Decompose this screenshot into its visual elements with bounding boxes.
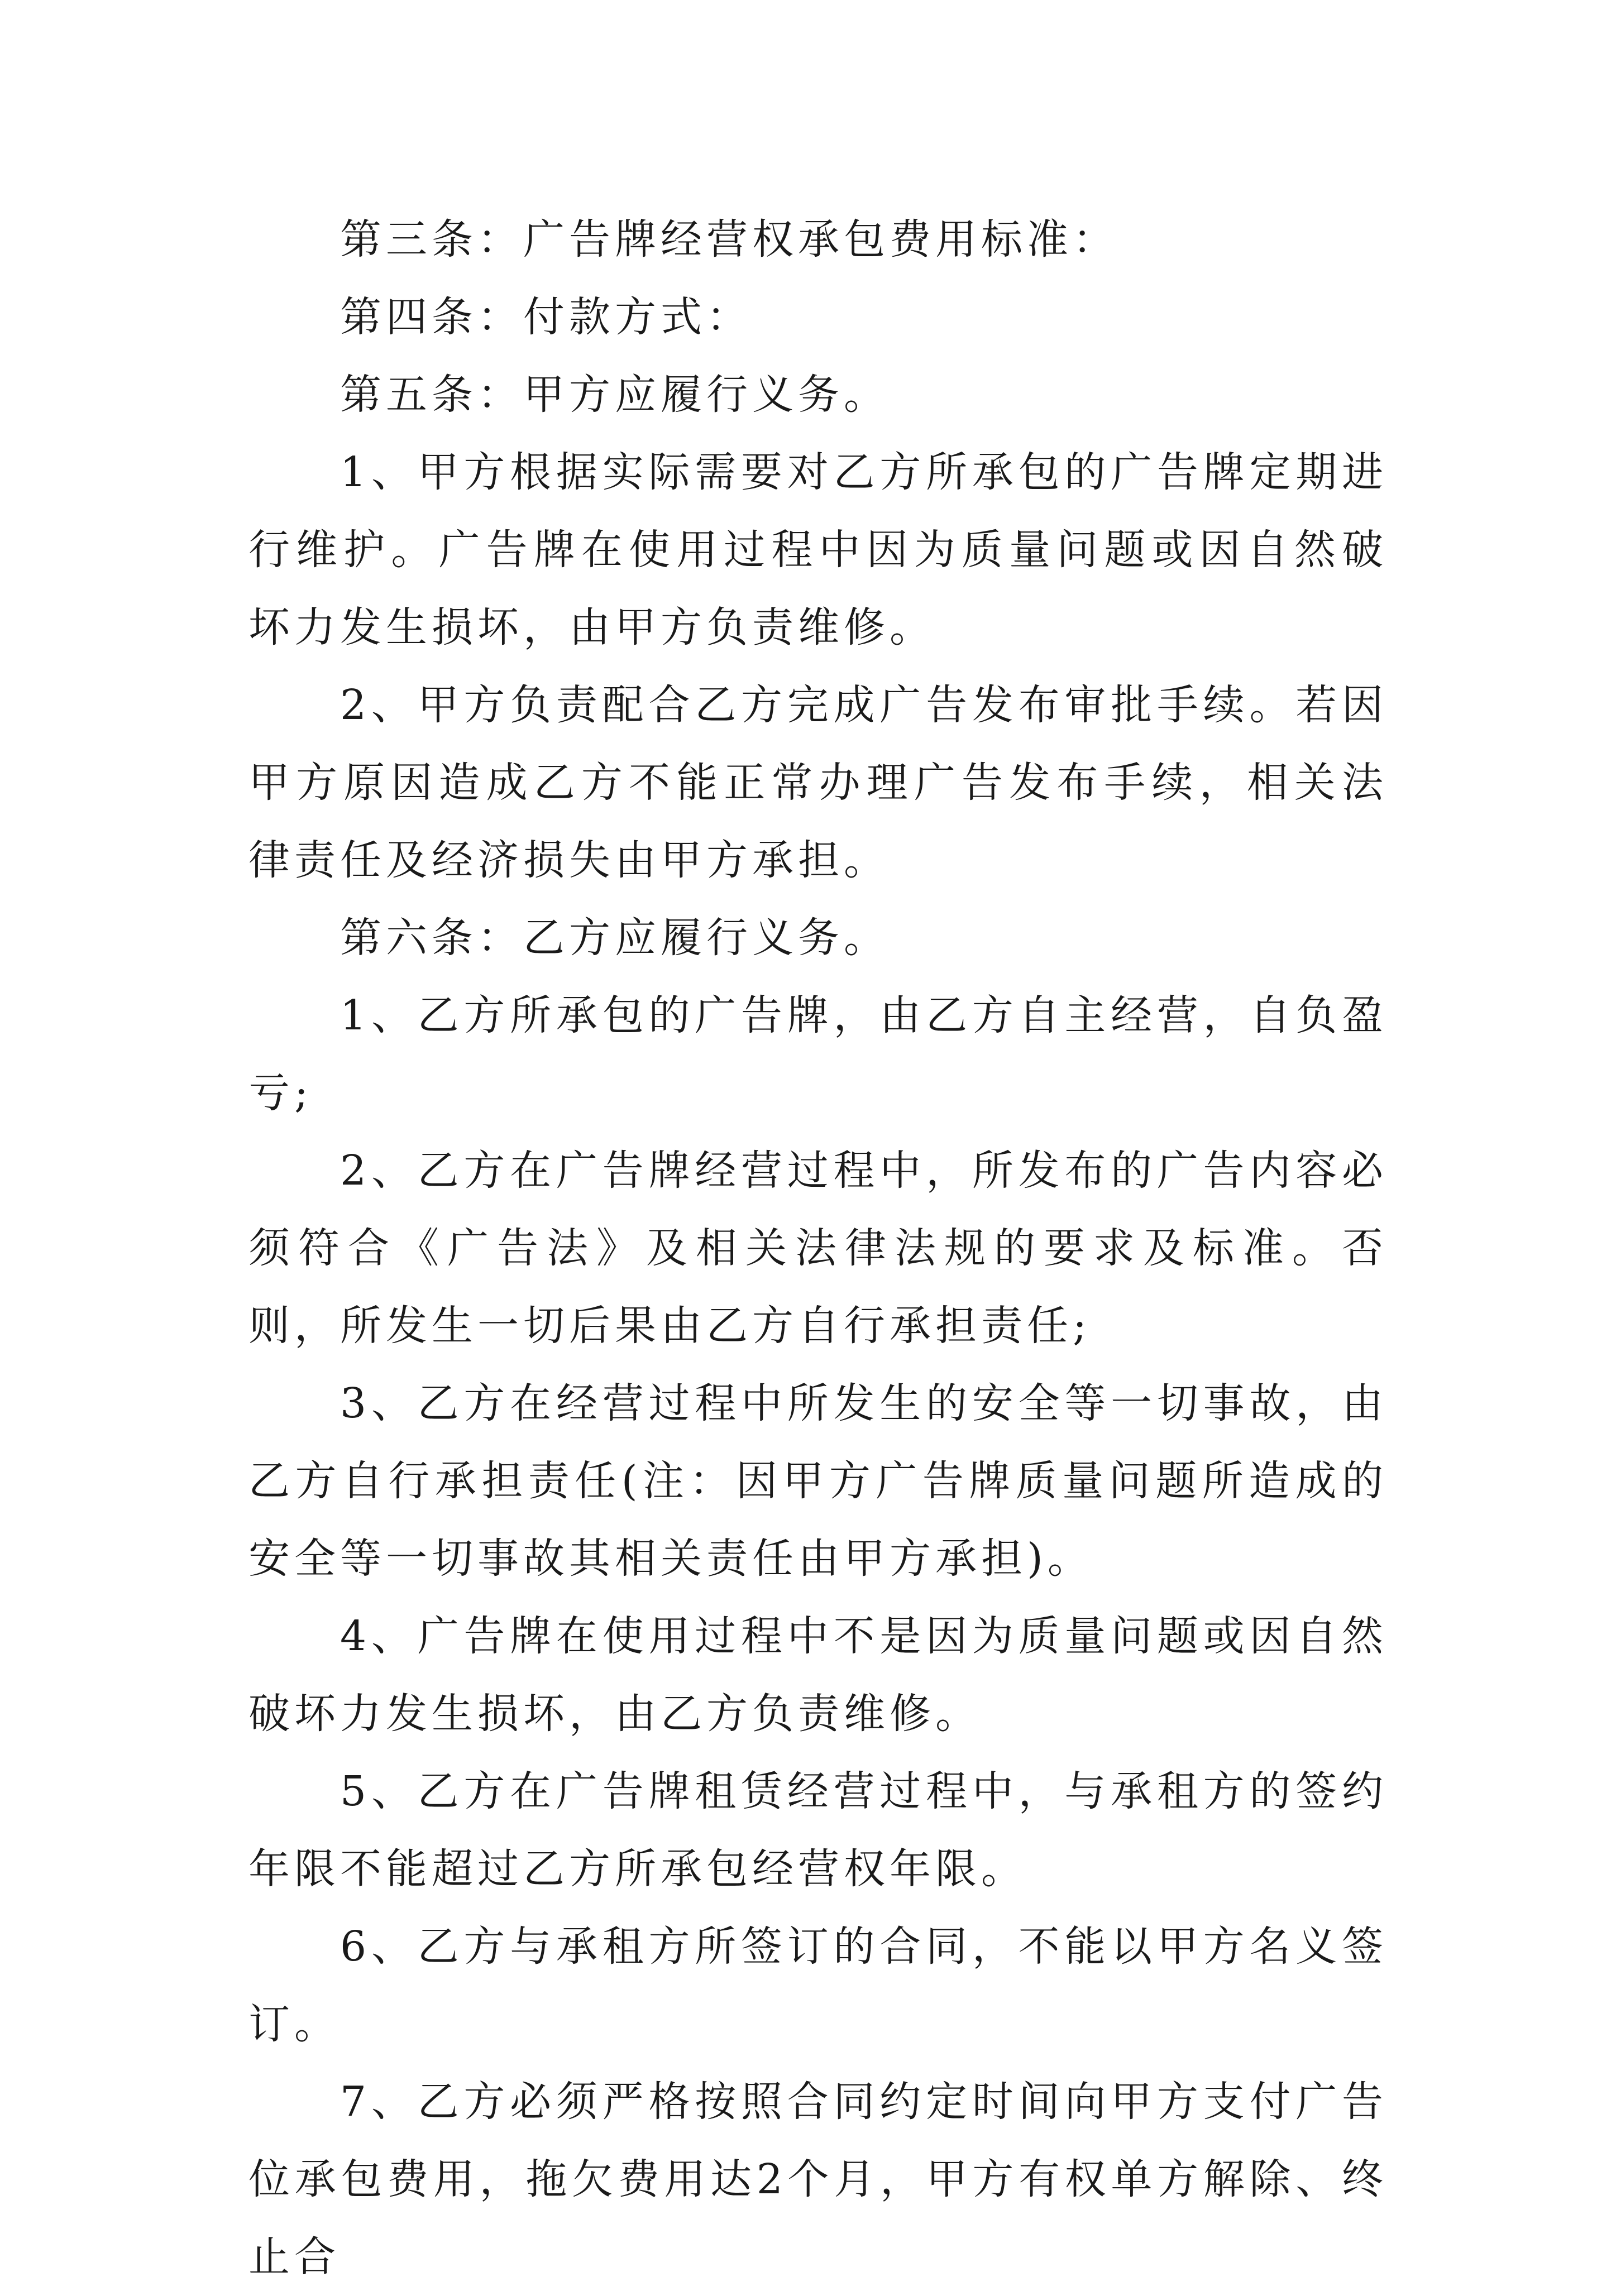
clause-6-item-3: 3、乙方在经营过程中所发生的安全等一切事故，由乙方自行承担责任(注：因甲方广告牌质量问题所造成的安全等一切事故其相关责任由甲方承担)。: [248, 1379, 1388, 1583]
clause-4-heading: 第四条：付款方式：: [340, 293, 752, 341]
clause-6-heading: 第六条：乙方应履行义务。: [340, 914, 890, 962]
clause-5-item-1: 1、甲方根据实际需要对乙方所承包的广告牌定期进行维护。广告牌在使用过程中因为质量问题或因自然破坏力发生损坏，由甲方负责维修。: [248, 448, 1388, 651]
clause-5-heading: 第五条：甲方应履行义务。: [340, 371, 890, 419]
clause-6-item-5: 5、乙方在广告牌租赁经营过程中，与承租方的签约年限不能超过乙方所承包经营权年限。: [248, 1767, 1388, 1893]
clause-6-item-7: 7、乙方必须严格按照合同约定时间向甲方支付广告位承包费用，拖欠费用达2个月，甲方有权单方解除、终止合: [248, 2078, 1388, 2281]
clause-6-item-6: 6、乙方与承租方所签订的合同，不能以甲方名义签订。: [248, 1923, 1388, 2048]
document-body: [248, 201, 1388, 2296]
clause-3-heading: 第三条：广告牌经营权承包费用标准：: [340, 215, 1118, 263]
clause-6-item-2: 2、乙方在广告牌经营过程中，所发布的广告内容必须符合《广告法》及相关法律法规的要求及标准。否则，所发生一切后果由乙方自行承担责任;: [248, 1147, 1388, 1350]
clause-6-item-1: 1、乙方所承包的广告牌，由乙方自主经营，自负盈亏;: [248, 991, 1388, 1117]
clause-6-item-4: 4、广告牌在使用过程中不是因为质量问题或因自然破坏力发生损坏，由乙方负责维修。: [248, 1612, 1388, 1738]
clause-5-item-2: 2、甲方负责配合乙方完成广告发布审批手续。若因甲方原因造成乙方不能正常办理广告发布手续，相关法律责任及经济损失由甲方承担。: [248, 681, 1388, 884]
